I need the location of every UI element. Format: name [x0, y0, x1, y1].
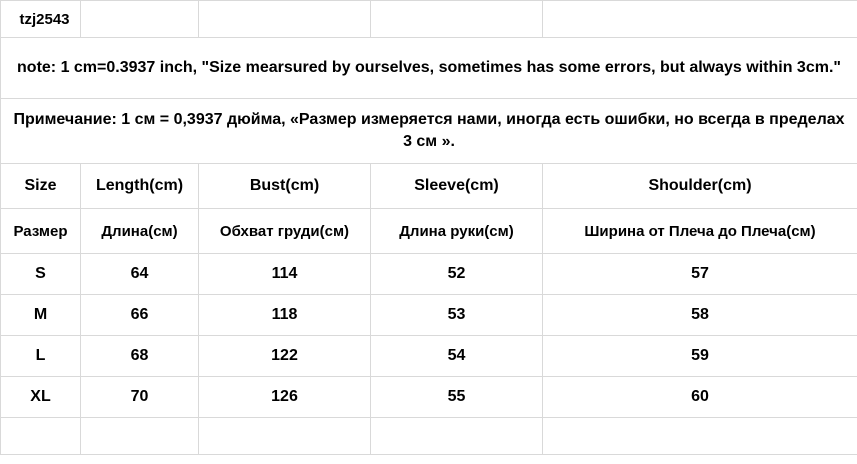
header-sleeve: Sleeve(cm): [371, 164, 543, 209]
cell-shoulder: 58: [543, 295, 857, 336]
blank-cell: [199, 1, 371, 38]
cell-length: 70: [81, 377, 199, 418]
table-header-row-russian: [1, 209, 857, 254]
header-shoulder-ru: Ширина от Плеча до Плеча(см): [543, 209, 857, 254]
header-sleeve-ru: Длина руки(см): [371, 209, 543, 254]
cell-size: S: [1, 254, 81, 295]
cell-size: XL: [1, 377, 81, 418]
cell-bust: 122: [199, 336, 371, 377]
header-shoulder: Shoulder(cm): [543, 164, 857, 209]
cell-length: 66: [81, 295, 199, 336]
cell-length: 64: [81, 254, 199, 295]
cell-shoulder: 59: [543, 336, 857, 377]
table-row: [1, 254, 857, 295]
table-row: [1, 336, 857, 377]
cell-length: 68: [81, 336, 199, 377]
table-row-product-code: [1, 1, 857, 38]
header-bust-ru: Обхват груди(см): [199, 209, 371, 254]
blank-cell: [81, 1, 199, 38]
blank-cell: [81, 418, 199, 455]
cell-sleeve: 55: [371, 377, 543, 418]
table-row-note-en: [1, 38, 857, 99]
header-size-ru: Размер: [1, 209, 81, 254]
cell-bust: 114: [199, 254, 371, 295]
blank-cell: [1, 418, 81, 455]
header-length-ru: Длина(см): [81, 209, 199, 254]
header-length: Length(cm): [81, 164, 199, 209]
cell-shoulder: 57: [543, 254, 857, 295]
blank-cell: [543, 1, 857, 38]
table-row: [1, 295, 857, 336]
table-row: [1, 377, 857, 418]
cell-bust: 126: [199, 377, 371, 418]
cell-shoulder: 60: [543, 377, 857, 418]
note-english: note: 1 cm=0.3937 inch, "Size mearsured by ourselves, sometimes has some errors, but always within 3cm.": [1, 38, 857, 99]
cell-size: L: [1, 336, 81, 377]
blank-cell: [371, 1, 543, 38]
product-code-cell: tzj2543: [1, 1, 81, 38]
blank-cell: [543, 418, 857, 455]
cell-sleeve: 52: [371, 254, 543, 295]
cell-sleeve: 54: [371, 336, 543, 377]
cell-sleeve: 53: [371, 295, 543, 336]
blank-cell: [371, 418, 543, 455]
table-header-row-english: [1, 164, 857, 209]
table-row-note-ru: [1, 99, 857, 164]
note-russian: Примечание: 1 см = 0,3937 дюйма, «Размер измеряется нами, иногда есть ошибки, но всегда в пределах 3 см ».: [1, 99, 857, 164]
cell-size: M: [1, 295, 81, 336]
table-row-bottom-blank: [1, 418, 857, 455]
header-size: Size: [1, 164, 81, 209]
header-bust: Bust(cm): [199, 164, 371, 209]
blank-cell: [199, 418, 371, 455]
cell-bust: 118: [199, 295, 371, 336]
